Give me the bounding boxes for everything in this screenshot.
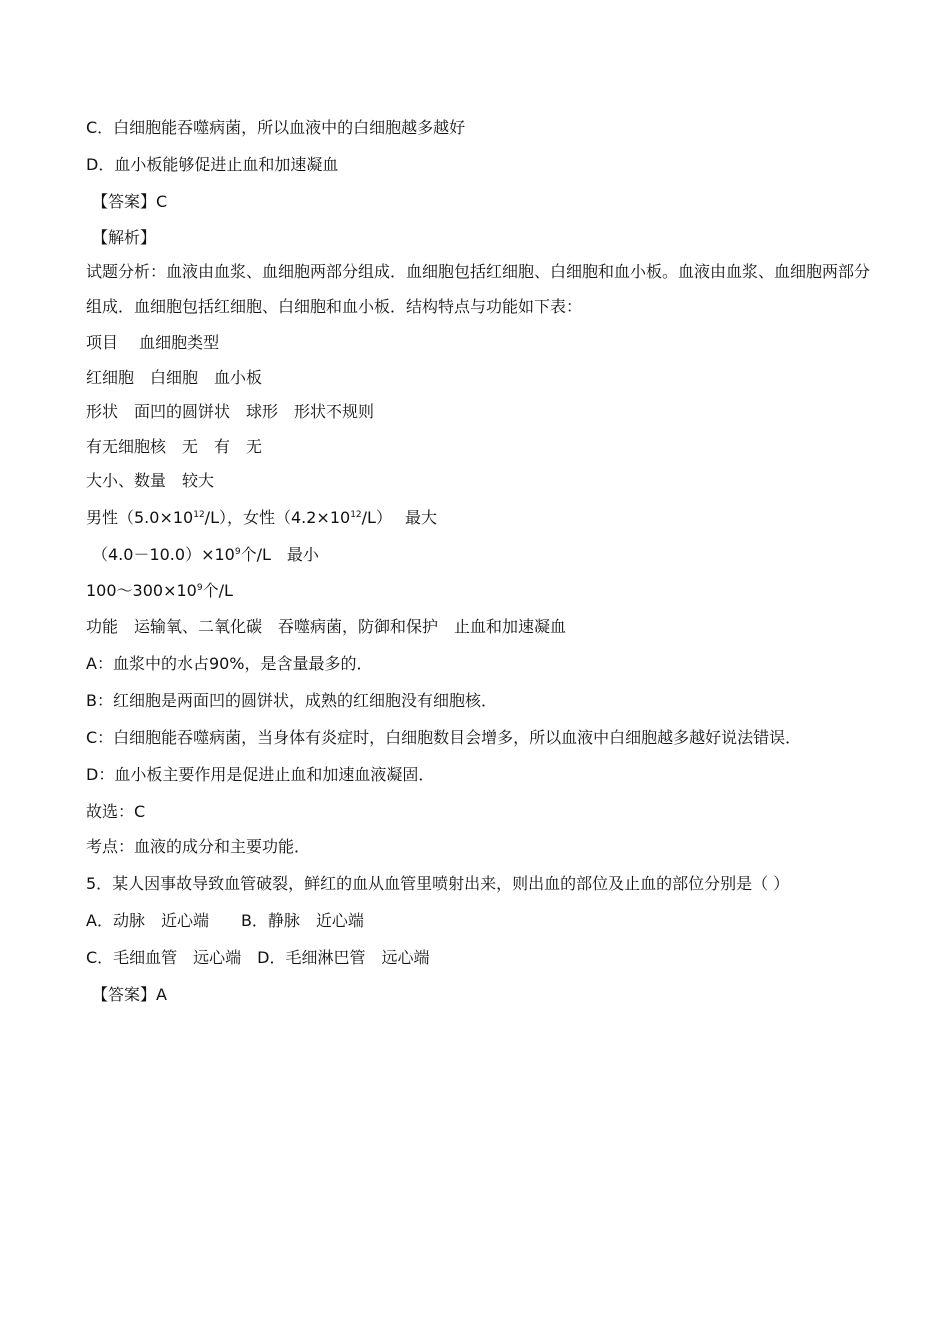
analysis-c: C：白细胞能吞噬病菌，当身体有炎症时，白细胞数目会增多，所以血液中白细胞越多越好说法错误． xyxy=(86,728,802,747)
question-5-options-ab: A．动脉 近心端 B．静脉 近心端 xyxy=(86,911,364,930)
platelet-exponent: 9 xyxy=(196,583,203,593)
analysis-b: B：红细胞是两面凹的圆饼状，成熟的红细胞没有细胞核． xyxy=(86,691,497,710)
option-d: D．血小板能够促进止血和加速凝血 xyxy=(86,155,339,174)
analysis-a: A：血浆中的水占90%，是含量最多的． xyxy=(86,654,373,673)
analysis-d: D：血小板主要作用是促进止血和加速血液凝固． xyxy=(86,765,435,784)
question-5-options-cd: C．毛细血管 远心端 D．毛细淋巴管 远心端 xyxy=(86,948,430,967)
wbc-count: （4.0－10.0）×10 xyxy=(92,545,235,564)
table-platelet-count-row xyxy=(86,580,233,602)
table-header-row: 项目 血细胞类型 xyxy=(86,333,220,352)
question-5: 5．某人因事故导致血管破裂，鲜红的血从血管里喷射出来，则出血的部位及止血的部位分别是（ ） xyxy=(86,874,790,893)
table-rbc-count-row xyxy=(86,507,437,529)
option-c: C．白细胞能吞噬病菌，所以血液中的白细胞越多越好 xyxy=(86,118,466,137)
answer-label-5: 【答案】A xyxy=(92,985,167,1004)
rbc-size-label: /L） 最大 xyxy=(361,508,438,527)
knowledge-point: 考点：血液的成分和主要功能． xyxy=(86,837,311,856)
analysis-intro: 试题分析：血液由血浆、血细胞两部分组成．血细胞包括红细胞、白细胞和血小板。血液由血浆、血细胞两部分组成．血细胞包括红细胞、白细胞和血小板．结构特点与功能如下表： xyxy=(86,262,871,316)
table-nucleus-row: 有无细胞核 无 有 无 xyxy=(86,437,263,456)
table-shape-row: 形状 面凹的圆饼状 球形 形状不规则 xyxy=(86,402,375,421)
analysis-heading: 【解析】 xyxy=(92,228,157,247)
platelet-count: 100～300×10 xyxy=(86,581,197,600)
wbc-size-label: 个/L 最小 xyxy=(240,545,319,564)
rbc-exponent-male: 12 xyxy=(193,510,205,520)
wbc-exponent: 9 xyxy=(234,547,241,557)
platelet-unit: 个/L xyxy=(202,581,233,600)
answer-label: 【答案】C xyxy=(92,192,168,211)
rbc-exponent-female: 12 xyxy=(350,510,362,520)
table-cell-types-row: 红细胞 白细胞 血小板 xyxy=(86,368,263,387)
rbc-count-male: 男性（5.0×10 xyxy=(86,508,194,527)
table-size-row: 大小、数量 较大 xyxy=(86,471,215,490)
final-choice: 故选：C xyxy=(86,802,146,821)
table-wbc-count-row xyxy=(92,544,319,566)
table-function-row: 功能 运输氧、二氧化碳 吞噬病菌，防御和保护 止血和加速凝血 xyxy=(86,617,567,636)
rbc-count-female: /L），女性（4.2×10 xyxy=(204,508,351,527)
